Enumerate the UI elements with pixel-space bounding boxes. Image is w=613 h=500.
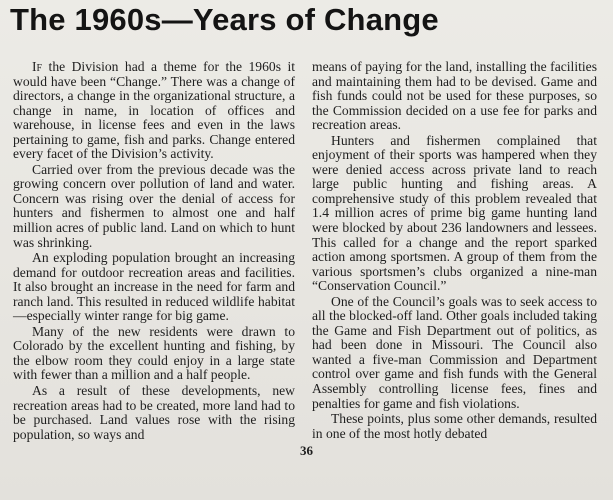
page-number: 36 [300, 443, 313, 458]
paragraph: Many of the new residents were drawn to Colorado by the excellent hunting and fishing, by the elbow room they could enjoy in a large state with fewer than a million and a half people. [13, 323, 295, 383]
paragraph: An exploding population brought an increasing demand for outdoor recreation areas and facilities. It also brought an increase in the need for farm and ranch land. This resulted in reduced wildlife habitat—especially winter range for big game. [13, 250, 295, 324]
paragraph-text: the Division had a theme for the 1960s it would have been “Change.” There was a change of directors, a change in the organizational structure, a change in name, in location of offices and warehouse, in license fees and even in the laws pertaining to game, fish and parks. Change entered every facet of the Division’s activity. [13, 59, 295, 162]
right-column [312, 60, 597, 441]
paragraph: As a result of these developments, new recreation areas had to be created, more land had to be purchased. Land values rose with the rising population, so ways and [13, 383, 295, 442]
paragraph-lead-word: If [32, 59, 43, 74]
paragraph: One of the Council’s goals was to seek access to all the blocked-off land. Other goals included taking the Game and Fish Department out of politics, as had been done in Missouri. The Council also wanted a five-man Commission and Department control over game and fish funds with the General Assembly controlling license fees, fines and penalties for game and fish violations. [312, 293, 597, 411]
paragraph: Carried over from the previous decade was the growing concern over pollution of land and water. Concern was rising over the denial of access for hunters and fishermen to almost one and half million acres of public land. Land on which to hunt was shrinking. [13, 161, 295, 250]
page-title: The 1960s—Years of Change [10, 2, 439, 37]
paragraph: means of paying for the land, installing the facilities and maintaining them had to be devised. Game and fish funds could not be used for these purposes, so the Commission decided on a use fee for parks and recreation areas. [312, 59, 597, 133]
paragraph: Hunters and fishermen complained that enjoyment of their sports was hampered when they were denied access across private land to reach large public hunting and fishing areas. A comprehensive study of this problem revealed that 1.4 million acres of prime big game hunting land were blocked by about 236 landowners and lessees. This called for a change and the report sparked action among sportsmen. A group of them from the various sportsmen’s clubs organized a nine-man “Conservation Council.” [312, 132, 597, 294]
paragraph: These points, plus some other demands, resulted in one of the most hotly debated [312, 411, 597, 441]
left-column [13, 60, 295, 442]
paragraph [13, 60, 295, 162]
